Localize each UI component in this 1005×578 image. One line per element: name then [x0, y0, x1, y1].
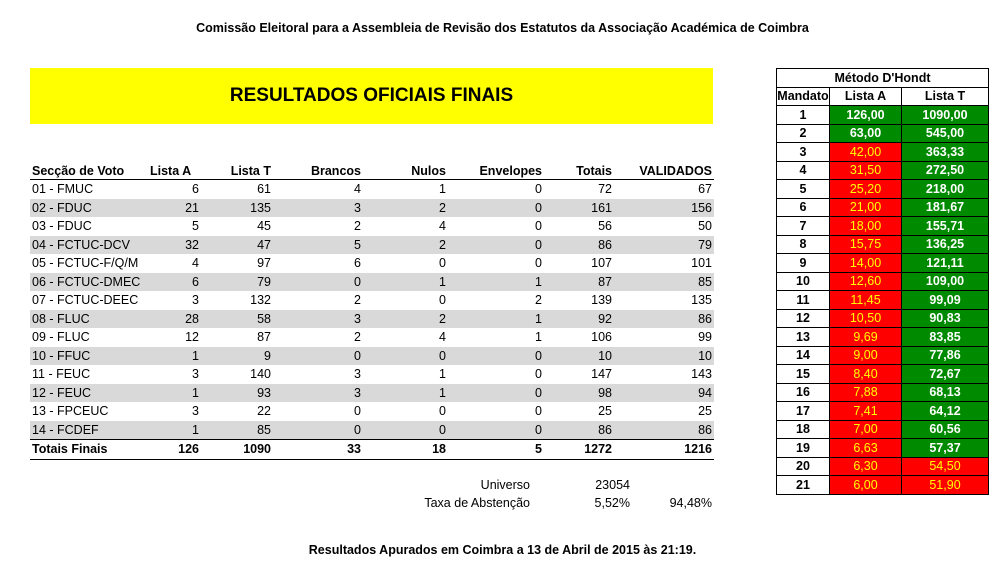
mandate-number: 8: [777, 235, 830, 254]
section-name: 01 - FMUC: [32, 182, 94, 197]
cell-value: 143: [691, 367, 712, 382]
section-name: 02 - FDUC: [30, 199, 148, 218]
table-row: [30, 217, 714, 236]
cell-value: 79: [614, 236, 714, 255]
lista-a-quotient: 126,00: [830, 106, 902, 125]
total-value: 1272: [544, 440, 614, 460]
cell-value: 0: [448, 384, 544, 403]
abstencao-value-2: 94,48%: [669, 496, 712, 510]
cell-value: 50: [698, 219, 712, 234]
cell-value: 4: [439, 330, 446, 345]
cell-value: 1: [439, 182, 446, 197]
dhondt-row: [777, 217, 989, 236]
col-header: Lista A: [148, 162, 201, 180]
cell-value: 99: [698, 330, 712, 345]
cell-value: 3: [354, 367, 361, 382]
cell-value: 2: [354, 330, 361, 345]
dhondt-header-row: [777, 87, 989, 106]
cell-value: 1: [363, 273, 448, 292]
cell-value: 0: [439, 293, 446, 308]
cell-value: 132: [250, 293, 271, 308]
cell-value: 140: [250, 367, 271, 382]
dhondt-row: [777, 439, 989, 458]
lista-t-quotient: 64,12: [902, 402, 989, 421]
lista-a-quotient: 11,45: [830, 291, 902, 310]
lista-a-quotient: 9,69: [830, 328, 902, 347]
section-name: 12 - FEUC: [30, 384, 148, 403]
cell-value: 86: [544, 421, 614, 440]
cell-value: 3: [192, 367, 199, 382]
cell-value: 1: [448, 273, 544, 292]
cell-value: 25: [698, 404, 712, 419]
abstencao-row: [400, 496, 720, 514]
cell-value: 139: [591, 293, 612, 308]
mandate-number: 18: [777, 420, 830, 439]
cell-value: 0: [535, 256, 542, 271]
lista-a-quotient: 7,88: [830, 383, 902, 402]
lista-a-quotient: 14,00: [830, 254, 902, 273]
cell-value: 0: [448, 199, 544, 218]
lista-a-quotient: 10,50: [830, 309, 902, 328]
universo-value: 23054: [595, 478, 630, 492]
cell-value: 156: [614, 199, 714, 218]
col-header: VALIDADOS: [614, 162, 714, 180]
table-row: [30, 291, 714, 310]
cell-value: 0: [363, 421, 448, 440]
mandate-number: 10: [777, 272, 830, 291]
col-header: Lista T: [201, 162, 273, 180]
cell-value: 0: [439, 256, 446, 271]
lista-t-quotient: 99,09: [902, 291, 989, 310]
lista-a-quotient: 9,00: [830, 346, 902, 365]
results-header-row: [30, 162, 714, 180]
cell-value: 3: [192, 293, 199, 308]
cell-value: 3: [273, 310, 363, 329]
lista-a-quotient: 31,50: [830, 161, 902, 180]
cell-value: 135: [691, 293, 712, 308]
section-name: 03 - FDUC: [32, 219, 92, 234]
cell-value: 0: [448, 236, 544, 255]
mandate-number: 6: [777, 198, 830, 217]
dhondt-row: [777, 420, 989, 439]
section-name: 08 - FLUC: [30, 310, 148, 329]
cell-value: 72: [598, 182, 612, 197]
cell-value: 0: [363, 347, 448, 366]
cell-value: 1: [148, 384, 201, 403]
mandate-number: 2: [777, 124, 830, 143]
dhondt-row: [777, 161, 989, 180]
cell-value: 92: [544, 310, 614, 329]
lista-a-quotient: 42,00: [830, 143, 902, 162]
dhondt-row: [777, 402, 989, 421]
mandate-number: 19: [777, 439, 830, 458]
table-row: [30, 273, 714, 292]
lista-a-quotient: 8,40: [830, 365, 902, 384]
cell-value: 10: [614, 347, 714, 366]
mandate-number: 13: [777, 328, 830, 347]
cell-value: 3: [273, 199, 363, 218]
table-row: [30, 328, 714, 347]
abstencao-value: 5,52%: [594, 496, 630, 510]
lista-t-quotient: 218,00: [902, 180, 989, 199]
cell-value: 6: [148, 273, 201, 292]
mandate-number: 7: [777, 217, 830, 236]
universo-row: [400, 478, 720, 496]
cell-value: 5: [273, 236, 363, 255]
results-banner: [30, 68, 713, 124]
cell-value: 32: [148, 236, 201, 255]
mandate-number: 20: [777, 457, 830, 476]
section-name: 11 - FEUC: [32, 367, 91, 382]
cell-value: 107: [591, 256, 612, 271]
results-table: [30, 162, 714, 460]
col-header: Envelopes: [448, 162, 544, 180]
cell-value: 93: [201, 384, 273, 403]
dhondt-row: [777, 124, 989, 143]
cell-value: 28: [148, 310, 201, 329]
mandate-number: 14: [777, 346, 830, 365]
lista-t-quotient: 155,71: [902, 217, 989, 236]
mandate-number: 17: [777, 402, 830, 421]
dhondt-row: [777, 457, 989, 476]
document-header: Comissão Eleitoral para a Assembleia de Revisão dos Estatutos da Associação Académica de Coimbra: [196, 21, 809, 35]
cell-value: 147: [591, 367, 612, 382]
banner-title: RESULTADOS OFICIAIS FINAIS: [229, 85, 514, 106]
lista-a-quotient: 63,00: [830, 124, 902, 143]
lista-a-quotient: 21,00: [830, 198, 902, 217]
col-header: Nulos: [363, 162, 448, 180]
mandate-number: 5: [777, 180, 830, 199]
mandate-number: 11: [777, 291, 830, 310]
cell-value: 2: [363, 236, 448, 255]
lista-t-quotient: 109,00: [902, 272, 989, 291]
lista-t-quotient: 60,56: [902, 420, 989, 439]
dhondt-row: [777, 309, 989, 328]
cell-value: 12: [185, 330, 199, 345]
lista-a-quotient: 25,20: [830, 180, 902, 199]
mandate-number: 3: [777, 143, 830, 162]
lista-a-quotient: 15,75: [830, 235, 902, 254]
cell-value: 4: [192, 256, 199, 271]
lista-t-quotient: 136,25: [902, 235, 989, 254]
dhondt-row: [777, 328, 989, 347]
cell-value: 61: [257, 182, 271, 197]
dhondt-row: [777, 180, 989, 199]
dhondt-col-header: Mandato: [777, 87, 830, 106]
cell-value: 67: [698, 182, 712, 197]
cell-value: 101: [691, 256, 712, 271]
cell-value: 4: [354, 182, 361, 197]
cell-value: 79: [201, 273, 273, 292]
cell-value: 86: [614, 421, 714, 440]
cell-value: 0: [273, 273, 363, 292]
document-footer: Resultados Apurados em Coimbra a 13 de Abril de 2015 às 21:19.: [308, 543, 697, 557]
cell-value: 3: [192, 404, 199, 419]
table-row: [30, 402, 714, 421]
cell-value: 2: [535, 293, 542, 308]
lista-a-quotient: 7,00: [830, 420, 902, 439]
cell-value: 25: [598, 404, 612, 419]
mandate-number: 4: [777, 161, 830, 180]
table-row: [30, 180, 714, 199]
cell-value: 4: [439, 219, 446, 234]
dhondt-row: [777, 254, 989, 273]
table-row: [30, 384, 714, 403]
lista-t-quotient: 363,33: [902, 143, 989, 162]
col-header: Totais: [544, 162, 614, 180]
section-name: 04 - FCTUC-DCV: [30, 236, 148, 255]
dhondt-row: [777, 272, 989, 291]
lista-a-quotient: 7,41: [830, 402, 902, 421]
lista-t-quotient: 1090,00: [902, 106, 989, 125]
dhondt-title: Método D'Hondt: [777, 69, 989, 88]
lista-t-quotient: 121,11: [902, 254, 989, 273]
section-name: 05 - FCTUC-F/Q/M: [32, 256, 139, 271]
lista-t-quotient: 68,13: [902, 383, 989, 402]
cell-value: 47: [201, 236, 273, 255]
dhondt-row: [777, 383, 989, 402]
col-header: Secção de Voto: [30, 162, 148, 180]
cell-value: 45: [257, 219, 271, 234]
cell-value: 0: [439, 404, 446, 419]
section-name: 13 - FPCEUC: [32, 404, 109, 419]
lista-t-quotient: 51,90: [902, 476, 989, 495]
cell-value: 87: [544, 273, 614, 292]
total-value: 5: [448, 440, 544, 460]
cell-value: 87: [257, 330, 271, 345]
table-row: [30, 421, 714, 440]
table-row: [30, 347, 714, 366]
totals-label: Totais Finais: [30, 440, 148, 460]
lista-t-quotient: 90,83: [902, 309, 989, 328]
lista-t-quotient: 83,85: [902, 328, 989, 347]
cell-value: 0: [354, 404, 361, 419]
cell-value: 0: [273, 421, 363, 440]
lista-t-quotient: 54,50: [902, 457, 989, 476]
total-value: 1216: [614, 440, 714, 460]
lista-a-quotient: 6,00: [830, 476, 902, 495]
cell-value: 2: [363, 199, 448, 218]
mandate-number: 12: [777, 309, 830, 328]
cell-value: 21: [148, 199, 201, 218]
cell-value: 6: [192, 182, 199, 197]
mandate-number: 9: [777, 254, 830, 273]
table-row: [30, 199, 714, 218]
abstencao-label: Taxa de Abstenção: [424, 496, 530, 510]
dhondt-row: [777, 198, 989, 217]
cell-value: 0: [273, 347, 363, 366]
mandate-number: 1: [777, 106, 830, 125]
total-value: 126: [148, 440, 201, 460]
mandate-number: 15: [777, 365, 830, 384]
lista-t-quotient: 545,00: [902, 124, 989, 143]
totals-row: [30, 440, 714, 460]
dhondt-table: [776, 68, 989, 495]
stats-block: [400, 478, 720, 514]
cell-value: 1: [148, 421, 201, 440]
cell-value: 0: [535, 219, 542, 234]
cell-value: 85: [201, 421, 273, 440]
cell-value: 0: [535, 367, 542, 382]
lista-t-quotient: 77,86: [902, 346, 989, 365]
lista-t-quotient: 272,50: [902, 161, 989, 180]
cell-value: 1: [448, 310, 544, 329]
cell-value: 98: [544, 384, 614, 403]
section-name: 06 - FCTUC-DMEC: [30, 273, 148, 292]
dhondt-row: [777, 143, 989, 162]
section-name: 09 - FLUC: [32, 330, 90, 345]
cell-value: 0: [448, 421, 544, 440]
col-header: Brancos: [273, 162, 363, 180]
cell-value: 86: [544, 236, 614, 255]
dhondt-row: [777, 291, 989, 310]
cell-value: 58: [201, 310, 273, 329]
mandate-number: 21: [777, 476, 830, 495]
dhondt-row: [777, 106, 989, 125]
cell-value: 1: [363, 384, 448, 403]
dhondt-row: [777, 476, 989, 495]
section-name: 14 - FCDEF: [30, 421, 148, 440]
total-value: 1090: [201, 440, 273, 460]
cell-value: 1: [439, 367, 446, 382]
cell-value: 97: [257, 256, 271, 271]
cell-value: 94: [614, 384, 714, 403]
lista-a-quotient: 6,63: [830, 439, 902, 458]
lista-t-quotient: 72,67: [902, 365, 989, 384]
lista-a-quotient: 12,60: [830, 272, 902, 291]
cell-value: 86: [614, 310, 714, 329]
cell-value: 9: [201, 347, 273, 366]
cell-value: 10: [544, 347, 614, 366]
cell-value: 2: [363, 310, 448, 329]
cell-value: 2: [354, 293, 361, 308]
total-value: 18: [363, 440, 448, 460]
cell-value: 106: [591, 330, 612, 345]
total-value: 33: [273, 440, 363, 460]
cell-value: 0: [535, 404, 542, 419]
cell-value: 0: [535, 182, 542, 197]
lista-a-quotient: 6,30: [830, 457, 902, 476]
section-name: 10 - FFUC: [30, 347, 148, 366]
cell-value: 5: [192, 219, 199, 234]
cell-value: 2: [354, 219, 361, 234]
cell-value: 1: [535, 330, 542, 345]
table-row: [30, 310, 714, 329]
cell-value: 135: [201, 199, 273, 218]
cell-value: 6: [354, 256, 361, 271]
lista-a-quotient: 18,00: [830, 217, 902, 236]
dhondt-row: [777, 365, 989, 384]
mandate-number: 16: [777, 383, 830, 402]
table-row: [30, 365, 714, 384]
table-row: [30, 236, 714, 255]
table-row: [30, 254, 714, 273]
dhondt-col-header: Lista A: [830, 87, 902, 106]
cell-value: 0: [448, 347, 544, 366]
lista-t-quotient: 181,67: [902, 198, 989, 217]
section-name: 07 - FCTUC-DEEC: [32, 293, 139, 308]
cell-value: 3: [273, 384, 363, 403]
dhondt-row: [777, 346, 989, 365]
dhondt-row: [777, 235, 989, 254]
cell-value: 22: [257, 404, 271, 419]
dhondt-col-header: Lista T: [902, 87, 989, 106]
lista-t-quotient: 57,37: [902, 439, 989, 458]
cell-value: 56: [598, 219, 612, 234]
cell-value: 85: [614, 273, 714, 292]
universo-label: Universo: [480, 478, 530, 492]
cell-value: 161: [544, 199, 614, 218]
cell-value: 1: [148, 347, 201, 366]
